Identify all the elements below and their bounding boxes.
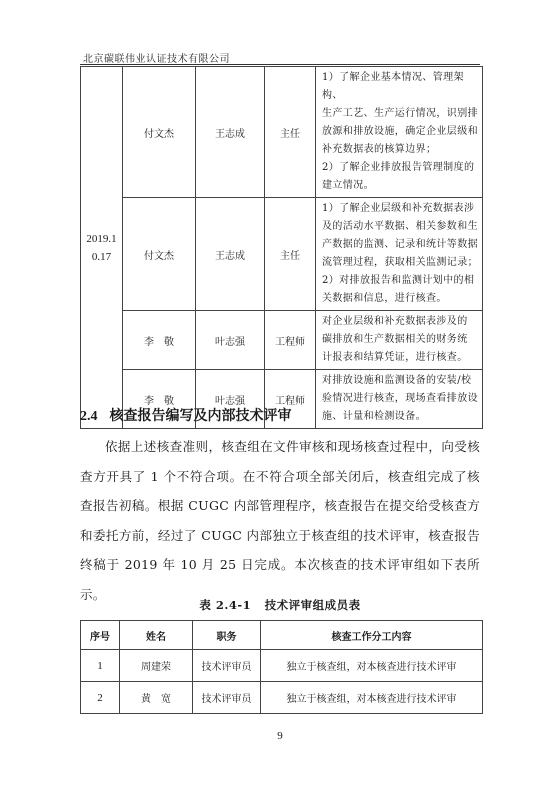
leader-name: 叶志强	[196, 370, 265, 429]
leader-name: 王志成	[196, 198, 265, 311]
table-caption-number: 表 2.4-1	[199, 598, 252, 612]
column-header: 序号	[81, 621, 120, 650]
task-description	[316, 370, 483, 429]
page-header: 北京碳联伟业认证技术有限公司	[83, 54, 230, 65]
desc-line: 产数据的监测、记录和统计等数据	[322, 239, 478, 250]
desc-line: 1）了解企业层级和补充数据表涉	[322, 203, 475, 214]
column-header: 职务	[193, 621, 261, 650]
auditor-name: 付文杰	[123, 67, 196, 198]
desc-line: 及的活动水平数据、相关参数和生	[322, 221, 478, 232]
table-row	[81, 67, 483, 198]
section-heading	[80, 405, 292, 425]
reviewer-work: 独立于核查组，对本核查进行技术评审	[261, 650, 483, 682]
desc-line: 碳排放和生产数据相关的财务统	[322, 334, 468, 345]
desc-line: 放源和排放设施，确定企业层级和	[322, 126, 478, 137]
auditor-name: 付文杰	[123, 198, 196, 311]
header-rule	[80, 64, 480, 65]
leader-name: 王志成	[196, 67, 265, 198]
desc-line: 计报表和结算凭证，进行核查。	[322, 352, 468, 363]
auditor-role: 工程师	[265, 370, 316, 429]
desc-line: 2）了解企业排放报告管理制度的	[322, 162, 475, 173]
section-title: 核查报告编写及内部技术评审	[109, 408, 292, 424]
audit-date-line2: 0.17	[91, 250, 112, 263]
table-row	[81, 650, 483, 682]
table-header-row	[81, 621, 483, 650]
auditor-role: 主任	[265, 198, 316, 311]
desc-line: 对企业层级和补充数据表涉及的	[322, 316, 468, 327]
desc-line: 关数据和信息，进行核查。	[322, 293, 447, 304]
desc-line: 流管理过程，获取相关监测记录；	[322, 257, 478, 268]
audit-schedule-table	[80, 66, 483, 429]
section-number: 2.4	[80, 409, 98, 424]
desc-line: 验情况进行核查，现场查看排放设	[322, 393, 478, 404]
desc-line: 1）了解企业基本情况、管理架构、	[322, 72, 464, 101]
task-description	[316, 67, 483, 198]
table-row	[81, 198, 483, 311]
desc-line: 生产工艺、生产运行情况，识别排	[322, 108, 478, 119]
review-team-table	[80, 620, 483, 714]
reviewer-work: 独立于核查组，对本核查进行技术评审	[261, 682, 483, 714]
auditor-name: 李 敬	[123, 370, 196, 429]
column-header: 姓名	[120, 621, 193, 650]
reviewer-duty: 技术评审员	[193, 650, 261, 682]
table-row	[81, 311, 483, 370]
reviewer-name: 周建荣	[120, 650, 193, 682]
desc-line: 补充数据表的核算边界；	[322, 144, 437, 155]
audit-date-line1: 2019.1	[86, 232, 117, 245]
reviewer-duty: 技术评审员	[193, 682, 261, 714]
desc-line: 2）对排放报告和监测计划中的相	[322, 275, 475, 286]
task-description	[316, 198, 483, 311]
body-paragraph: 依据上述核查准则，核查组在文件审核和现场核查过程中，向受核查方开具了 1 个不符合项。在不符合项全部关闭后，核查组完成了核查报告初稿。根据 CUGC 内部管理程序，核查报告在提交给受核查方和委托方前，经过了 CUGC 内部独立于核查组的技术评审，核查报告终稿于 2019 年 10 月 25 日完成。本次核查的技术评审组如下表所示。	[80, 439, 480, 602]
row-number: 1	[81, 650, 120, 682]
desc-line: 施、计量和检测设备。	[322, 411, 426, 422]
page-number: 9	[277, 730, 283, 742]
table-caption-title: 技术评审组成员表	[264, 598, 361, 612]
desc-line: 建立情况。	[322, 180, 374, 191]
auditor-role: 工程师	[265, 311, 316, 370]
audit-date-cell	[81, 67, 123, 429]
table-row	[81, 682, 483, 714]
desc-line: 对排放设施和监测设备的安装/校	[322, 375, 472, 386]
auditor-role: 主任	[265, 67, 316, 198]
reviewer-name: 黄 宽	[120, 682, 193, 714]
auditor-name: 李 敬	[123, 311, 196, 370]
column-header: 核查工作分工内容	[261, 621, 483, 650]
row-number: 2	[81, 682, 120, 714]
leader-name: 叶志强	[196, 311, 265, 370]
task-description	[316, 311, 483, 370]
table-caption	[0, 597, 560, 613]
